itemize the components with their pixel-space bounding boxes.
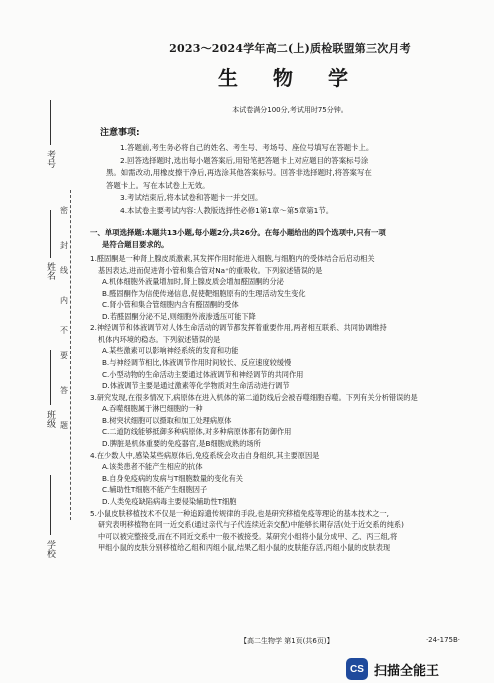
seal-char: 内	[60, 296, 68, 305]
section-heading-line: 是符合题目要求的。	[102, 240, 169, 249]
notice-item: 答题卡上。写在本试卷上无效。	[106, 180, 210, 190]
question-1	[90, 253, 490, 322]
question-5	[90, 508, 490, 554]
notice-title: 注意事项:	[100, 128, 140, 138]
exam-subject: 生 物 学	[218, 66, 362, 90]
xuexiao-line	[50, 475, 51, 535]
seal-char: 密	[60, 206, 68, 215]
notice-item: 黑。如需改动,用橡皮擦干净后,再选涂其他答案标号。回答非选择题时,将答案写在	[106, 168, 372, 177]
paper-code: ·24-175B·	[425, 636, 460, 644]
question-option: D.人类免疫缺陷病毒主要侵染辅助性T细胞	[102, 496, 237, 506]
label-xingming: 姓名	[45, 262, 55, 280]
question-stem: 机体内环境的稳态。下列叙述错误的是	[98, 334, 221, 344]
exam-content	[90, 40, 490, 554]
question-option: D.若醛固酮分泌不足,则细胞外液渗透压可能下降	[102, 311, 256, 321]
question-option: A.吞噬细胞属于淋巴细胞的一种	[102, 404, 203, 414]
notice-block	[90, 125, 490, 217]
question-option: B.树突状细胞可以摄取和加工处理病原体	[102, 415, 232, 425]
seal-char: 线	[60, 266, 68, 275]
question-option: A.该类患者不能产生相应的抗体	[102, 462, 203, 472]
question-option: C.辅助性T细胞不能产生细胞因子	[102, 485, 208, 495]
notice-item: 2.回答选择题时,选出每小题答案后,用铅笔把答题卡上对应题目的答案标号涂	[120, 155, 369, 165]
question-stem: 1.醛固酮是一种肾上腺皮质激素,其发挥作用时能进入细胞,与细胞内的受体结合后启动相关	[90, 254, 375, 263]
question-stem: 甲组小鼠的皮肤分别移植给乙组和丙组小鼠,结果乙组小鼠的皮肤能存活,丙组小鼠的皮肤表现	[98, 543, 391, 552]
label-banji: 班级	[45, 410, 55, 428]
question-option: C.二道防线能够抵御多种病原体,对多种病原体都有防御作用	[102, 427, 292, 437]
question-stem: 2.神经调节和体液调节对人体生命活动的调节都发挥着重要作用,两者相互联系、共同协调维持	[90, 323, 387, 333]
seal-char: 封	[60, 241, 68, 250]
question-option: B.与神经调节相比,体液调节作用时间较长、反应速度较缓慢	[102, 357, 292, 367]
label-xuexiao: 学校	[45, 540, 55, 558]
exam-meta: 本试卷满分100分,考试用时75分钟。	[232, 106, 348, 114]
question-option: D.体液调节主要是通过激素等化学物质对生命活动进行调节	[102, 381, 290, 391]
kaohao-line	[50, 100, 51, 145]
question-option: C.肾小管和集合管细胞内含有醛固酮的受体	[102, 300, 239, 310]
notice-item: 4.本试卷主要考试内容:人教版选择性必修1第1章～第5章第1节。	[120, 205, 334, 215]
binding-margin	[0, 0, 88, 683]
question-option: C.小型动物的生命活动主要通过体液调节和神经调节的共同作用	[102, 369, 304, 379]
section-heading-line: 一、单项选择题:本题共13小题,每小题2分,共26分。在每小题给出的四个选项中,只有一项	[90, 228, 386, 237]
notice-item: 3.考试结束后,将本试卷和答题卡一并交回。	[120, 193, 263, 202]
banji-line	[50, 350, 51, 405]
exam-title: 2023～2024学年高二(上)质检联盟第三次月考	[169, 42, 411, 55]
camscanner-logo-icon: CS	[346, 658, 368, 680]
label-kaohao: 考号	[45, 150, 55, 168]
notice-item: 1.答题前,考生务必将自己的姓名、考生号、考场号、座位号填写在答题卡上。	[120, 143, 374, 152]
question-stem: 4.在少数人中,感染某些病原体后,免疫系统会攻击自身组织,其主要原因是	[90, 450, 320, 460]
page-number: 【高二生物学 第1页(共6页)】	[240, 637, 334, 645]
scanner-watermark	[346, 658, 439, 680]
seal-line	[70, 190, 71, 520]
question-option: D.脾脏是机体重要的免疫器官,是B细胞成熟的场所	[102, 439, 261, 449]
question-4	[90, 450, 490, 508]
question-3	[90, 392, 490, 450]
scanner-label: 扫描全能王	[374, 663, 440, 679]
seal-char: 题	[60, 421, 68, 430]
question-option: B.自身免疫病的发病与T细胞数量的变化有关	[102, 473, 243, 483]
question-stem: 基因表达,进而促进肾小管和集合管对Na⁺的重吸收。下列叙述错误的是	[98, 265, 323, 275]
question-option: A.机体细胞外液量增加时,肾上腺皮质会增加醛固酮的分泌	[102, 277, 284, 286]
seal-char: 不	[60, 326, 68, 335]
question-stem: 5.小鼠皮肤移植技术不仅是一种追踪遗传规律的手段,也是研究移植免疫等理论的基本技术之一,	[90, 508, 389, 518]
question-option: B.醛固酮作为信使传递信息,促使靶细胞原有的生理活动发生变化	[102, 288, 306, 298]
seal-char: 要	[60, 351, 68, 360]
question-2	[90, 322, 490, 391]
question-stem: 中可以被完整接受,而在不同近交系中一般不被接受。某研究小组将小鼠分成甲、乙、丙三组,将	[98, 531, 398, 541]
section-heading	[90, 227, 490, 251]
xingming-line	[50, 210, 51, 258]
seal-char: 答	[60, 386, 68, 395]
question-stem: 3.研究发现,在很多情况下,病原体在进入机体的第二道防线后会被吞噬细胞吞噬。下列有关分析错误的是	[90, 392, 418, 402]
question-option: A.某些激素可以影响神经系统的发育和功能	[102, 346, 239, 356]
question-stem: 研究表明移植物在同一近交系(通过亲代与子代连续近亲交配)中能够长期存活(处于近交系的纯系)	[98, 520, 404, 529]
